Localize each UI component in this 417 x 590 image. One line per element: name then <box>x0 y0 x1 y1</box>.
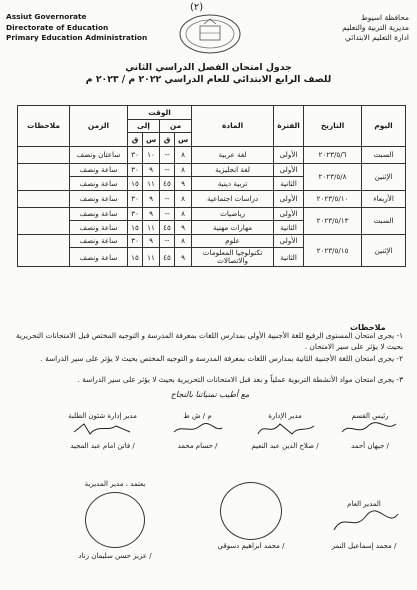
cell-subject: رياضيات <box>192 207 274 221</box>
cell-duration: ساعة ونصف <box>70 190 128 207</box>
official-stamp <box>220 482 282 540</box>
signature-title: م / ش ط <box>183 412 212 420</box>
cell-to-minute: ٣٠ <box>128 190 143 207</box>
cell-subject: مهارات مهنية <box>192 221 274 235</box>
cell-date: ٢٠٢٣/٥/٨ <box>304 163 362 190</box>
header-ar-line: ادارة التعليم الابتدائي <box>345 33 409 42</box>
header-hour: س <box>175 133 192 147</box>
cell-day: السبت <box>362 146 406 163</box>
signature-name: / محمد إسماعيل النمر <box>331 542 397 550</box>
header-subject: المادة <box>192 106 274 147</box>
cell-subject: لغة انجليزية <box>192 163 274 177</box>
cell-subject: تكنولوجيا المعلومات والاتصالات <box>192 248 274 267</box>
cell-period: الأولى <box>274 190 304 207</box>
cell-date: ٢٠٢٣/٥/١٣ <box>304 207 362 234</box>
header-en-line: Directorate of Education <box>6 22 109 32</box>
cell-date: ٢٠٢٣/٥/١٥ <box>304 234 362 267</box>
signature-block <box>240 412 330 450</box>
document-subtitle: للصف الرابع الابتدائي للعام الدراسي ٢٠٢٢ م / ٢٠٢٣ م <box>85 74 332 85</box>
cell-period: الثانية <box>274 221 304 235</box>
signature-block <box>196 480 306 550</box>
header-minute: ق <box>160 133 175 147</box>
handwritten-signature <box>160 420 235 438</box>
cell-from-minute: -- <box>160 207 175 221</box>
cell-to-hour: ١٠ <box>143 146 160 163</box>
header-period: الفترة <box>274 106 304 147</box>
header-day: اليوم <box>362 106 406 147</box>
cell-period: الأولى <box>274 163 304 177</box>
signature-name: / فاتن امام عبد المجيد <box>70 442 135 450</box>
signature-name: / جيهان أحمد <box>351 442 389 450</box>
header-ar-line: محافظة اسيوط <box>360 13 409 22</box>
cell-period: الأولى <box>274 234 304 248</box>
cell-to-hour: ١١ <box>143 221 160 235</box>
cell-from-hour: ٨ <box>175 190 192 207</box>
signature-block <box>160 412 235 450</box>
signature-block <box>318 500 410 550</box>
cell-duration: ساعتان ونصف <box>70 146 128 163</box>
signature-title: مدير الإدارة <box>268 412 302 420</box>
cell-duration: ساعة ونصف <box>70 234 128 248</box>
table-row <box>18 234 406 248</box>
header-date: التاريخ <box>304 106 362 147</box>
cell-notes <box>18 146 70 163</box>
ministry-logo <box>178 12 242 56</box>
cell-period: الأولى <box>274 207 304 221</box>
cell-to-minute: ٣٠ <box>128 207 143 221</box>
signature-title: رئيس القسم <box>351 412 389 420</box>
header-minute: ق <box>128 133 143 147</box>
cell-from-hour: ٩ <box>175 221 192 235</box>
cell-to-minute: ١٥ <box>128 221 143 235</box>
cell-day: الإثنين <box>362 163 406 190</box>
cell-to-hour: ٩ <box>143 163 160 177</box>
cell-from-hour: ٨ <box>175 234 192 248</box>
cell-to-hour: ٩ <box>143 207 160 221</box>
cell-duration: ساعة ونصف <box>70 163 128 177</box>
table-row <box>18 190 406 207</box>
signature-block <box>40 480 190 560</box>
cell-duration: ساعة ونصف <box>70 207 128 221</box>
header-en-line: Primary Education Administration <box>6 33 148 42</box>
cell-day: الأربعاء <box>362 190 406 207</box>
good-luck-message: مع أطيب تمنياتنا بالنجاح <box>170 390 250 399</box>
official-stamp <box>85 492 145 548</box>
cell-from-minute: ٤٥ <box>160 177 175 191</box>
cell-from-minute: ٤٥ <box>160 248 175 267</box>
signature-name: / حسام محمد <box>177 442 218 450</box>
cell-to-hour: ٩ <box>143 234 160 248</box>
cell-from-minute: -- <box>160 163 175 177</box>
handwritten-signature <box>50 420 155 438</box>
cell-to-hour: ١١ <box>143 248 160 267</box>
cell-date: ٢٠٢٣/٥/٦ <box>304 146 362 163</box>
header-hour: س <box>143 133 160 147</box>
cell-subject: علوم <box>192 234 274 248</box>
header-time: الوقت <box>128 106 192 120</box>
cell-to-minute: ٣٠ <box>128 146 143 163</box>
cell-from-minute: -- <box>160 190 175 207</box>
note-item: ١- يجرى امتحان المستوى الرفيع للغة الأجنبية الأولى بمدارس اللغات بمعرفة المدرسة و التوجيه المختص قبل الامتحانات التحريرية بحيث لا يؤثر على سير الامتحان . <box>15 331 403 351</box>
cell-from-minute: -- <box>160 146 175 163</box>
cell-day: السبت <box>362 207 406 234</box>
cell-notes <box>18 190 70 207</box>
cell-period: الثانية <box>274 248 304 267</box>
page-number: (٢) <box>190 2 204 13</box>
signature-block <box>50 412 155 450</box>
header-english <box>6 12 147 44</box>
cell-from-hour: ٨ <box>175 207 192 221</box>
note-item: ٣- يجرى امتحان مواد الأنشطة التربوية عملياً و بعد قبل الامتحانات التحريرية بحيث لا يؤثر على سير الدراسة . <box>77 375 403 384</box>
cell-subject: تربية دينية <box>192 177 274 191</box>
cell-duration: ساعة ونصف <box>70 221 128 235</box>
cell-period: الثانية <box>274 177 304 191</box>
table-row <box>18 163 406 177</box>
cell-notes <box>18 234 70 267</box>
cell-period: الأولى <box>274 146 304 163</box>
cell-subject: لغة عربية <box>192 146 274 163</box>
cell-from-minute: -- <box>160 234 175 248</box>
signature-name: / محمد ابراهيم دسوقي <box>217 542 285 550</box>
header-duration: الزمن <box>70 106 128 147</box>
header-to: إلى <box>128 119 160 133</box>
cell-to-minute: ٣٠ <box>128 234 143 248</box>
header-ar-line: مديرية التربية والتعليم <box>342 23 409 32</box>
cell-date: ٢٠٢٣/٥/١٠ <box>304 190 362 207</box>
note-item: ٢- يجرى امتحان اللغة الأجنبية الثانية بمدارس اللغات بمعرفة المدرسة و التوجيه المختص بحيث لا يؤثر على سير الدراسة . <box>40 354 403 363</box>
cell-from-hour: ٨ <box>175 146 192 163</box>
cell-to-hour: ١١ <box>143 177 160 191</box>
exam-schedule-table <box>17 105 406 267</box>
signature-name: / صلاح الدين عبد النعيم <box>251 442 319 450</box>
table-row <box>18 207 406 221</box>
cell-to-minute: ٣٠ <box>128 163 143 177</box>
header-notes: ملاحظات <box>18 106 70 147</box>
header-arabic <box>342 13 409 43</box>
table-row <box>18 146 406 163</box>
signature-title: يعتمد ، مدير المديرية <box>84 480 146 488</box>
handwritten-signature <box>240 420 330 438</box>
cell-duration: ساعة ونصف <box>70 177 128 191</box>
signature-block <box>330 412 410 450</box>
cell-notes <box>18 163 70 190</box>
signature-name: / عزيز حسن سليمان زناد <box>78 552 152 560</box>
cell-to-minute: ١٥ <box>128 177 143 191</box>
cell-subject: دراسات اجتماعية <box>192 190 274 207</box>
handwritten-signature <box>330 420 410 438</box>
cell-duration: ساعة ونصف <box>70 248 128 267</box>
header-en-line: Assiut Governorate <box>6 12 87 21</box>
cell-from-hour: ٩ <box>175 248 192 267</box>
cell-from-hour: ٩ <box>175 177 192 191</box>
cell-notes <box>18 207 70 234</box>
header-from: من <box>160 119 192 133</box>
cell-day: الإثنين <box>362 234 406 267</box>
notes-heading: ملاحظات <box>350 323 386 332</box>
signature-title: مدير إدارة شئون الطلبة <box>68 412 137 420</box>
signature-title: المدير العام <box>347 500 381 508</box>
cell-to-hour: ٩ <box>143 190 160 207</box>
cell-to-minute: ١٥ <box>128 248 143 267</box>
cell-from-hour: ٨ <box>175 163 192 177</box>
cell-from-minute: ٤٥ <box>160 221 175 235</box>
handwritten-signature <box>318 508 410 538</box>
document-title: جدول امتحان الفصل الدراسي الثاني <box>125 62 292 73</box>
